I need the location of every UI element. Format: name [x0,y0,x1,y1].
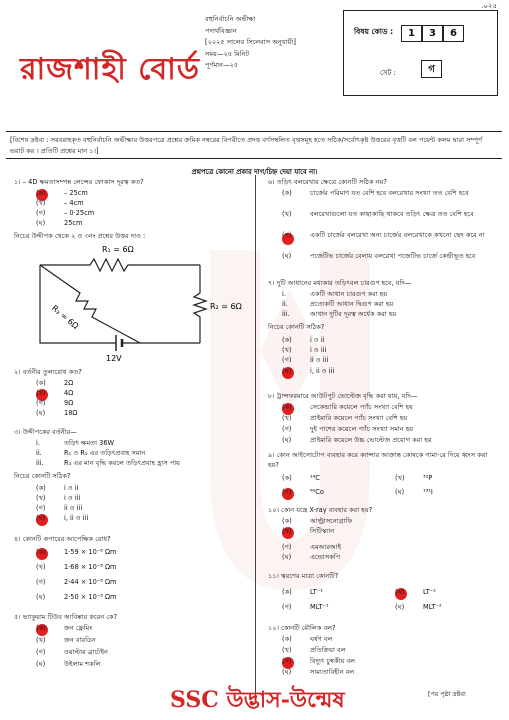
option-text: সাম্যতাবিহীন বল [310,668,355,676]
option-text: 2·44 × 10⁻⁸ Ωm [64,578,117,586]
code-digit: 1 [401,25,422,42]
exam-type: বহুনির্বাচনি অভীক্ষা [205,15,256,23]
option-label: (ক) [282,588,292,596]
question-12: ১২। কোনটি মৌলিক বল? [268,624,336,632]
item-text: তড়িৎ ক্ষমতা 36W [64,439,115,447]
option-label: (খ) [282,346,292,354]
option-label: (ক) [36,189,46,197]
question-8: ৮। ট্রান্সফরমারে আউটপুট ভোল্টেজ বৃদ্ধি করা যায়, যদি— [268,392,418,400]
option-text: ii ও iii [64,504,83,512]
option-label: (গ) [282,657,292,665]
question-4: ৪। কোনটি কপারের আপেক্ষিক রোধ? [14,535,111,543]
option-text: ⁶⁰Co [310,488,324,496]
code-digits [401,25,464,42]
circuit-diagram [30,243,242,363]
code-digit: 3 [422,25,443,42]
option-text: i, ii ও iii [310,367,335,375]
option-label: (ক) [282,474,292,482]
option-label: (গ) [282,231,292,239]
option-label: (ঘ) [282,367,292,375]
option-text: 25cm [64,219,83,227]
option-text: ওয়াল্টার ব্রাটেইন [64,648,108,656]
option-label: (ক) [282,189,292,197]
option-label: (খ) [36,494,46,502]
option-text: ii ও iii [310,356,329,364]
option-text: ¹⁴C [310,474,320,482]
option-label: (ক) [36,624,46,632]
r2-label: R₂ = 6Ω [210,302,242,311]
item-text: R₃ এর মান বৃদ্ধি করলে তড়িৎপ্রবাহ হ্রাস পায় [64,459,181,467]
set-label: সেট : [380,69,396,77]
item-label: i. [36,439,40,447]
question-3-sub: নিচের কোনটি সঠিক? [14,472,71,480]
subject-name: পদার্থবিজ্ঞান [205,26,237,35]
code-label: বিষয় কোড : [354,27,394,36]
option-label: (ঘ) [282,668,292,676]
option-text: বলরেখাগুলো যত কাছাকাছি থাকবে তড়িৎ ক্ষেত্র তত বেশি হবে [310,210,474,218]
option-label: (ক) [282,336,292,344]
item-label: ii. [282,300,288,308]
item-text: একটি আধান চারগুণ করা হয় [310,290,388,298]
option-text: ঘর্ষণ বল [310,635,333,643]
option-text: LT⁻¹ [310,588,323,596]
option-label: (গ) [36,399,46,407]
option-label: (ঘ) [282,553,292,561]
instruction-line: প্রশ্নপত্রে কোনো প্রকার দাগ/চিহ্ন দেয়া যাবে না। [191,168,318,176]
stimulus-stem: নিচের উদ্দীপক থেকে ২ ও ৩নং প্রশ্নের উত্তর দাও : [14,232,146,240]
option-label: (ঘ) [36,514,46,522]
option-text: সিটিস্ক্যান [310,527,335,535]
option-text: সেকেন্ডারি কয়েলে প্যাঁচ সংখ্যা বেশি হয় [310,403,413,411]
syllabus-note: [২০২৫ সালের সিলেবাস অনুযায়ী] [205,38,296,47]
option-label: (গ) [282,543,292,551]
option-label: (খ) [282,646,292,654]
option-text: MLT⁻¹ [310,603,329,611]
option-text: দুই পাশের কয়েলে প্যাঁচ সংখ্যা সমান হয় [310,425,414,433]
option-text: ¹³¹I [423,488,433,496]
option-text: প্রাইমারি কয়েলে প্যাঁচ সংখ্যা বেশি হয় [310,414,408,422]
option-label: (ঘ) [282,252,292,260]
question-9: ৯। কোন আইসোটোপ ব্যবহার করে ক্যান্সার আক্রান্ত কোষকে গামা-রে দিয়ে ধ্বংস করা হয়? [268,451,488,469]
option-label: (ঘ) [395,488,405,496]
option-text: বিদ্যুৎ চুম্বকীয় বল [310,657,356,665]
next-page-note: [পর পৃষ্ঠা দ্রষ্টব্য [428,691,466,698]
option-label: (গ) [282,488,292,496]
option-label: (গ) [282,425,292,433]
subject-code-box [343,10,498,96]
option-text: 9Ω [64,399,74,407]
option-text: জন ফ্লেমিং [64,624,93,632]
option-text: জন বারডিন [64,636,96,644]
option-label: (ঘ) [36,660,46,668]
item-text: R₁ ও R₃ এর তড়িৎপ্রবাহ সমান [64,449,146,457]
option-label: (ঘ) [282,436,292,444]
option-text: এমআরআই [310,543,342,551]
wire-left [40,265,116,343]
column-divider [255,175,256,695]
option-text: – 0·25cm [64,209,95,217]
question-1: ১। – 4D ক্ষমতাসম্পন্ন লেন্সের ফোকাস দূরত্ব কত? [14,178,144,186]
option-label: (ক) [36,484,46,492]
option-label: (ঘ) [36,593,46,601]
option-label: (খ) [36,563,46,571]
option-label: (খ) [282,527,292,535]
option-label: (ক) [282,517,292,525]
option-label: (খ) [395,474,405,482]
option-text: 2·50 × 10⁻⁸ Ωm [64,593,117,601]
question-6: ৬। তড়িৎ বলরেখার ক্ষেত্রে কোনটি সঠিক নয়? [268,178,387,186]
option-label: (গ) [282,603,292,611]
option-label: (খ) [36,199,46,207]
special-note: [বিশেষ দ্রষ্টব্য : সরবরাহকৃত বহুনির্বাচনি অভীক্ষার উত্তরপত্রে প্রশ্নের ক্রমিক নম্বরের বিপরীতে প্রদত্ত বর্ণসম্বলিত বৃত্তসমূহ হতে সঠিক/সর্বোৎকৃষ্ট উত্তরের বৃত্তটি বল পয়েন্ট কলম দ্বারা সম্পূর্ণ ভরাট কর । প্রতিটি প্রশ্নের মান ১।] [6,131,502,159]
option-text: প্রাইমারি কয়েলে উচ্চ ভোল্টেজ প্রয়োগ করা হয় [310,436,432,444]
code-digit: 6 [443,25,464,42]
time-limit: সময়—২৫ মিনিট [205,49,250,58]
option-text: 2Ω [64,379,74,387]
option-text: চার্জের পরিমাণ যত বেশি হবে বলরেখার সংখ্যা তত বেশি হবে [310,189,469,197]
item-label: iii. [36,459,44,467]
option-label: (খ) [395,588,405,596]
option-label: (খ) [282,414,292,422]
option-text: ³²P [423,474,433,482]
voltage-label: 12V [106,354,122,363]
option-text: – 25cm [64,189,88,197]
full-marks: পূর্ণমান—২৫ [205,61,239,70]
option-label: (ক) [36,379,46,387]
option-text: 18Ω [64,409,78,417]
option-label: (খ) [36,389,46,397]
option-label: (গ) [36,648,46,656]
option-text: i ও ii [64,484,79,492]
option-text: উইলাম শকলি [64,660,101,668]
resistor-r1 [40,259,200,271]
option-label: (গ) [282,356,292,364]
item-label: iii. [282,310,290,318]
question-5: ৫। ভ্যাকুয়াম টিউব আবিষ্কার করেন কে? [14,613,118,621]
question-2: ২। বর্তনীর তুল্যরোধ কত? [14,368,82,376]
question-3: ৩। উদ্দীপকের বর্তনীর— [14,428,77,436]
option-text: i, ii ও iii [64,514,89,522]
item-label: i. [282,290,286,298]
option-text: একটি চার্জের বলরেখা অন্য চার্জের বলরেখাকে কখনো ছেদ করে না [310,231,485,239]
option-text: 1·59 × 10⁻⁸ Ωm [64,548,117,556]
r1-label: R₁ = 6Ω [102,245,134,254]
item-text: প্রত্যেকটি আধান দ্বিগুণ করা হয় [310,300,394,308]
option-label: (খ) [282,210,292,218]
option-label: (গ) [36,504,46,512]
option-text: প্রতিক্রিয়া বল [310,646,346,654]
option-label: (খ) [36,636,46,644]
option-text: 4Ω [64,389,74,397]
top-mark: .০২৫ [481,2,497,10]
item-label: ii. [36,449,42,457]
option-text: i ও iii [310,346,327,354]
resistor-r2 [194,265,206,343]
question-7: ৭। দুটি আধানের মধ্যকার তড়িৎবল চারগুণ হবে, যদি— [268,279,412,287]
footer-brand: SSC উদ্ভাস-উন্মেষ [170,687,345,713]
option-label: (ক) [36,548,46,556]
board-title: রাজশাহী বোর্ড [20,52,200,87]
option-label: (ক) [282,403,292,411]
option-text: 1·68 × 10⁻⁸ Ωm [64,563,117,571]
question-10: ১০। কোন যন্ত্রে X-ray ব্যবহার করা হয়? [268,506,373,514]
set-value: গ [421,60,442,78]
option-text: আল্ট্রাসনোগ্রাফি [310,517,353,525]
item-text: আধান দুটির দূরত্ব অর্ধেক করা হয় [310,310,397,318]
option-text: – 4cm [64,199,84,207]
option-label: (গ) [36,578,46,586]
question-11: ১১। ত্বরণের মাত্রা কোনটি? [268,572,339,580]
option-label: (ঘ) [36,219,46,227]
option-text: i ও iii [64,494,81,502]
option-text: i ও ii [310,336,325,344]
question-7-sub: নিচের কোনটি সঠিক? [268,323,325,331]
exam-header [205,14,296,72]
option-label: (ঘ) [36,409,46,417]
r3-label: R₃ = 6Ω [50,303,81,331]
option-label: (ঘ) [395,603,405,611]
option-text: পজেটিভ চার্জের বেলায় বলরেখা পজেটিভ চার্জে কেন্দ্রীভূত হবে [310,252,476,260]
option-text: MLT⁻² [423,603,442,611]
option-text: LT⁻² [423,588,436,596]
option-label: (গ) [36,209,46,217]
option-label: (ক) [282,635,292,643]
option-text: এন্ডোসকপি [310,553,341,561]
